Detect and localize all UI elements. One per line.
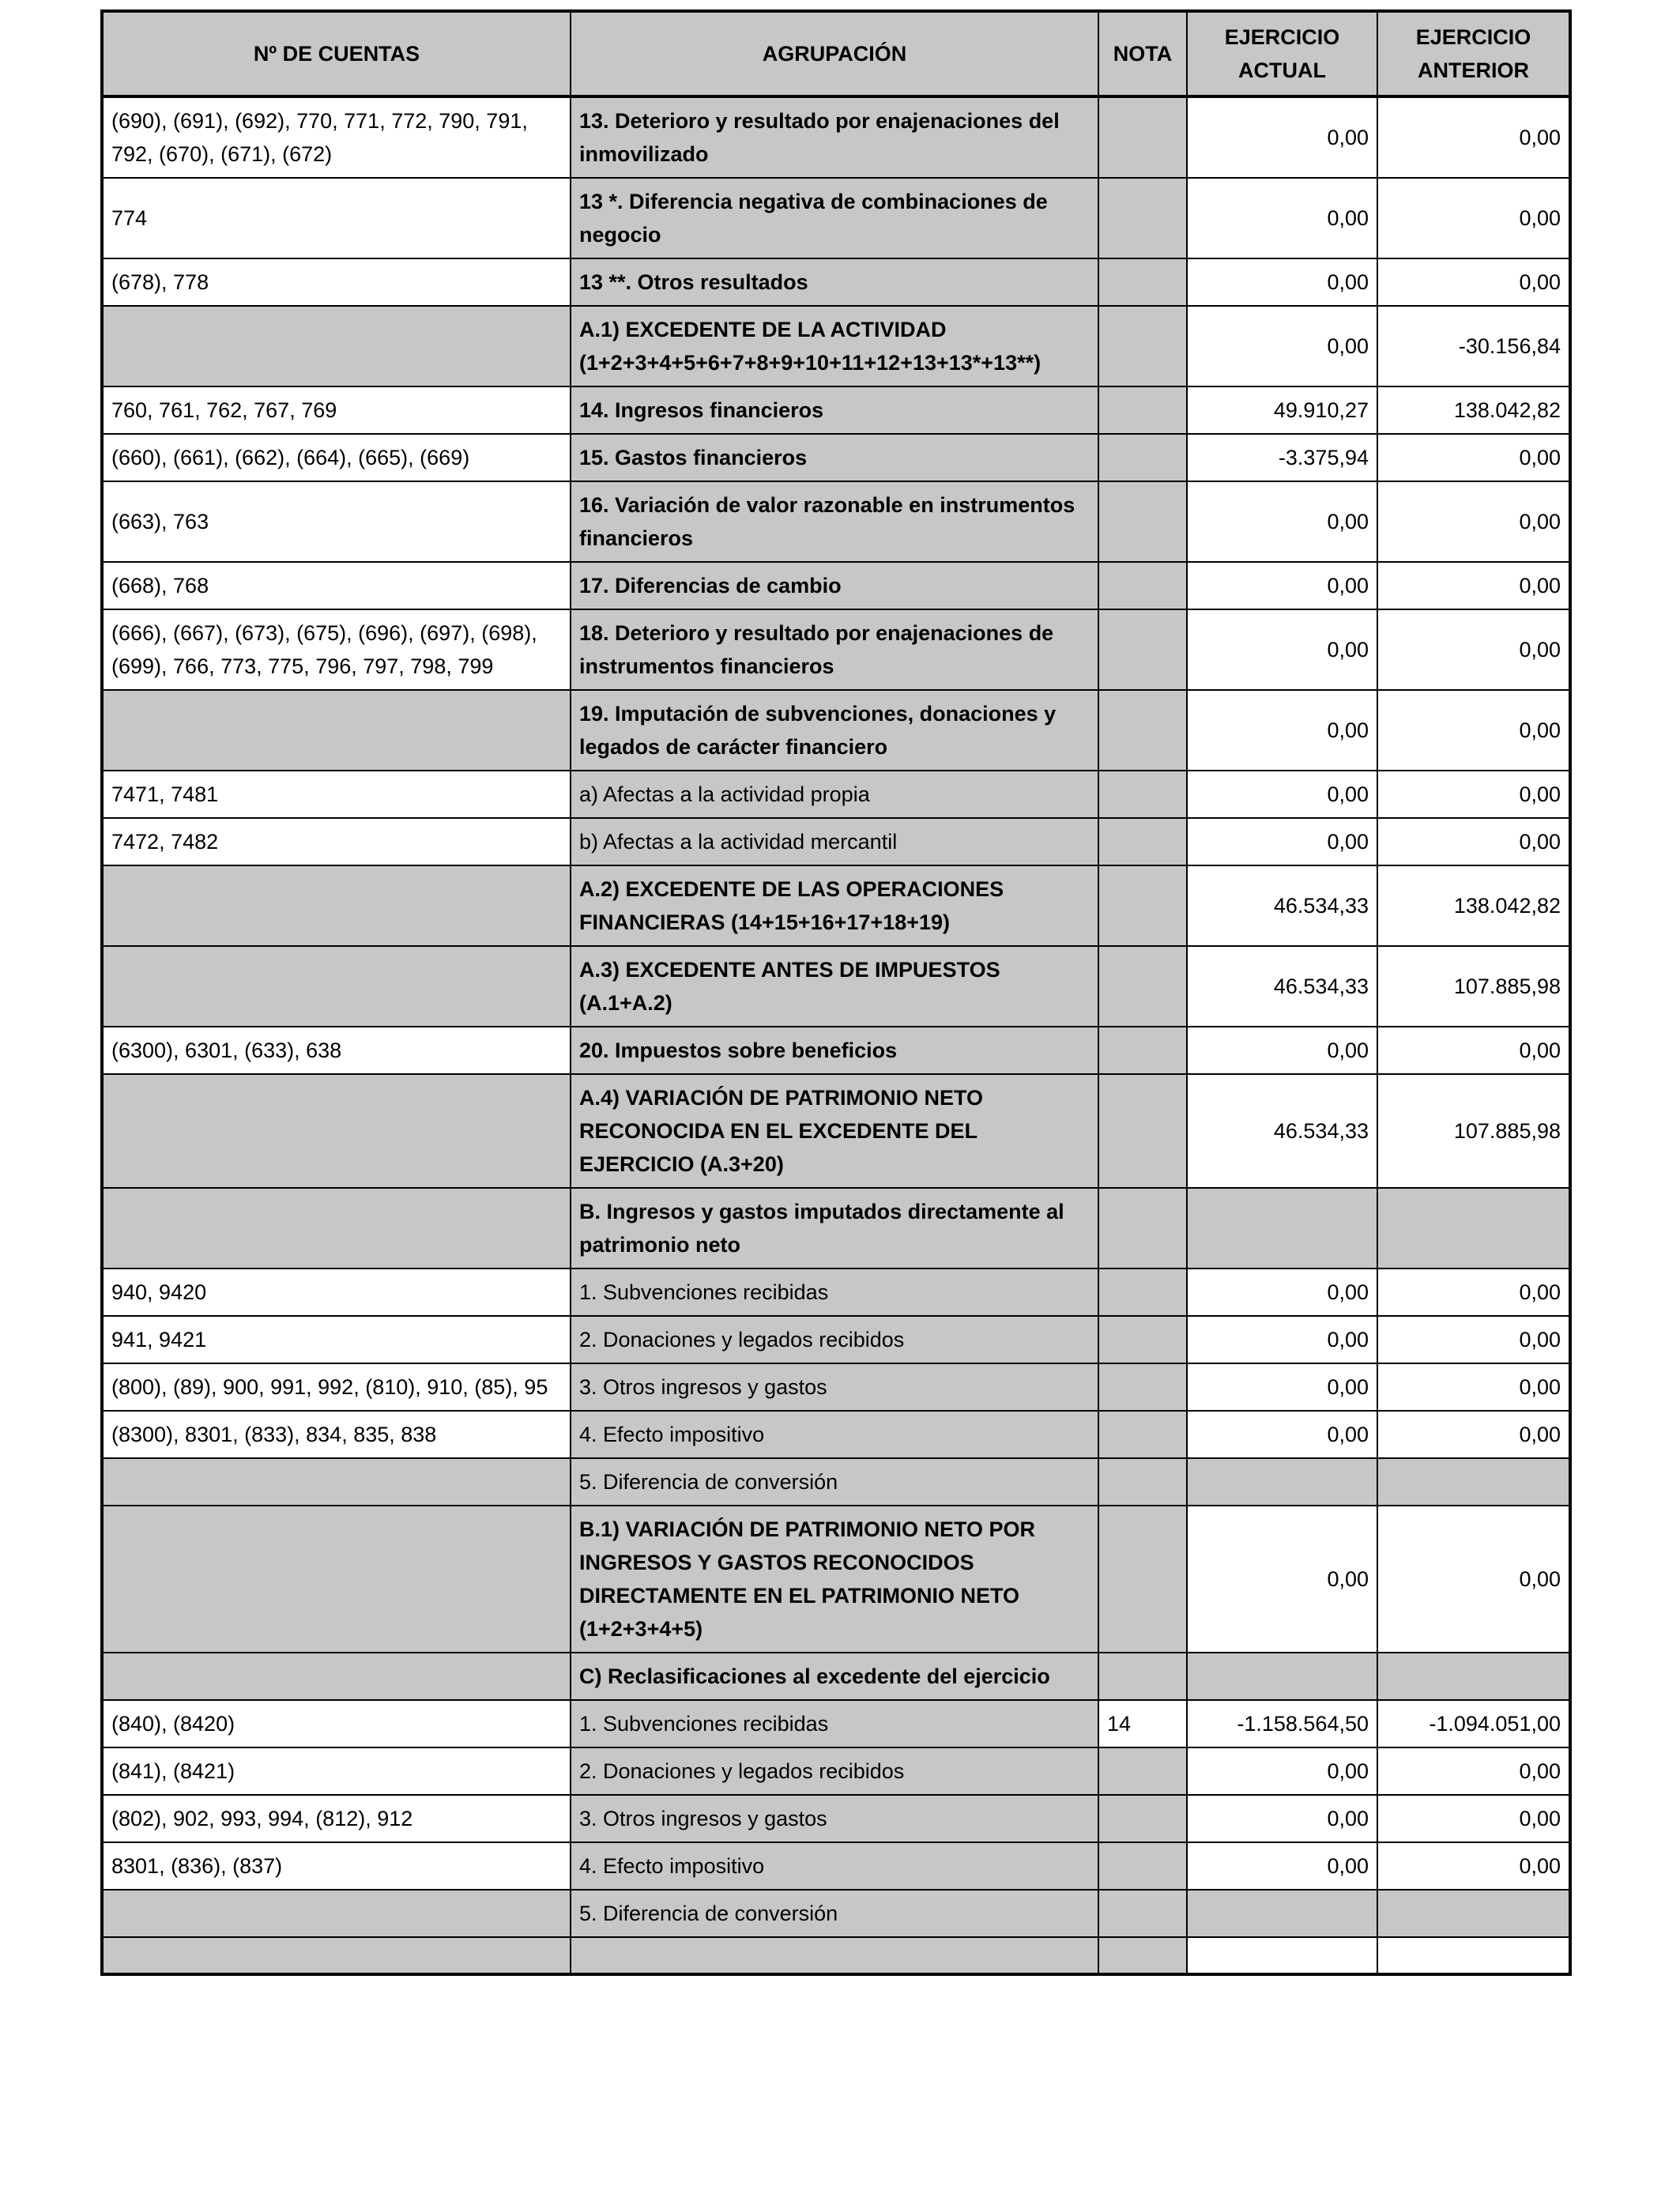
cell-agrupacion: A.4) VARIACIÓN DE PATRIMONIO NETO RECONOCIDA EN EL EXCEDENTE DEL EJERCICIO (A.3+20) xyxy=(571,1074,1098,1188)
cell-nota: 14 xyxy=(1098,1700,1187,1747)
table-row xyxy=(102,690,1570,771)
cell-nota xyxy=(1098,771,1187,818)
table-row xyxy=(102,481,1570,562)
cell-nota xyxy=(1098,1188,1187,1269)
cell-ejercicio-actual: 0,00 xyxy=(1187,771,1377,818)
cell-nota xyxy=(1098,434,1187,481)
cell-ejercicio-actual xyxy=(1187,1937,1377,1974)
table-row xyxy=(102,1027,1570,1074)
cell-cuentas: (663), 763 xyxy=(102,481,571,562)
cell-cuentas xyxy=(102,1653,571,1700)
cell-ejercicio-anterior xyxy=(1377,1653,1570,1700)
cell-cuentas xyxy=(102,865,571,946)
table-row xyxy=(102,386,1570,434)
cell-ejercicio-actual: -3.375,94 xyxy=(1187,434,1377,481)
cell-nota xyxy=(1098,1269,1187,1316)
cell-cuentas: (8300), 8301, (833), 834, 835, 838 xyxy=(102,1411,571,1458)
table-row xyxy=(102,1269,1570,1316)
cell-ejercicio-anterior: 0,00 xyxy=(1377,1411,1570,1458)
table-row xyxy=(102,609,1570,690)
cell-ejercicio-anterior: -1.094.051,00 xyxy=(1377,1700,1570,1747)
cell-ejercicio-anterior: 0,00 xyxy=(1377,609,1570,690)
cell-ejercicio-anterior: 0,00 xyxy=(1377,1795,1570,1842)
cell-ejercicio-anterior xyxy=(1377,1188,1570,1269)
table-row xyxy=(102,1795,1570,1842)
cell-ejercicio-anterior xyxy=(1377,1937,1570,1974)
cell-ejercicio-anterior xyxy=(1377,1890,1570,1937)
cell-ejercicio-anterior: 0,00 xyxy=(1377,178,1570,258)
cell-agrupacion: 20. Impuestos sobre beneficios xyxy=(571,1027,1098,1074)
table-row xyxy=(102,771,1570,818)
header-ejercicio-actual: EJERCICIO ACTUAL xyxy=(1187,11,1377,96)
cell-ejercicio-actual: 0,00 xyxy=(1187,562,1377,609)
cell-agrupacion: 1. Subvenciones recibidas xyxy=(571,1269,1098,1316)
cell-ejercicio-anterior: 0,00 xyxy=(1377,258,1570,306)
table-row xyxy=(102,865,1570,946)
table-row xyxy=(102,178,1570,258)
cell-ejercicio-actual xyxy=(1187,1458,1377,1506)
cell-agrupacion: C) Reclasificaciones al excedente del ejercicio xyxy=(571,1653,1098,1700)
cell-ejercicio-anterior: 0,00 xyxy=(1377,1027,1570,1074)
table-row xyxy=(102,1747,1570,1795)
cell-cuentas xyxy=(102,946,571,1027)
cell-ejercicio-actual: 0,00 xyxy=(1187,306,1377,386)
cell-nota xyxy=(1098,562,1187,609)
cell-nota xyxy=(1098,1842,1187,1890)
cell-ejercicio-anterior: 0,00 xyxy=(1377,1747,1570,1795)
cell-nota xyxy=(1098,1411,1187,1458)
table-row xyxy=(102,96,1570,178)
table-body xyxy=(102,96,1570,1974)
cell-ejercicio-actual: 0,00 xyxy=(1187,1795,1377,1842)
cell-cuentas: 940, 9420 xyxy=(102,1269,571,1316)
table-row xyxy=(102,1700,1570,1747)
cell-agrupacion: A.3) EXCEDENTE ANTES DE IMPUESTOS (A.1+A.2) xyxy=(571,946,1098,1027)
cell-agrupacion: b) Afectas a la actividad mercantil xyxy=(571,818,1098,865)
cell-agrupacion: 2. Donaciones y legados recibidos xyxy=(571,1747,1098,1795)
cell-ejercicio-anterior: 0,00 xyxy=(1377,771,1570,818)
cell-cuentas: (660), (661), (662), (664), (665), (669) xyxy=(102,434,571,481)
cell-nota xyxy=(1098,690,1187,771)
table-row xyxy=(102,1890,1570,1937)
cell-nota xyxy=(1098,946,1187,1027)
cell-ejercicio-anterior xyxy=(1377,1458,1570,1506)
table-row xyxy=(102,306,1570,386)
cell-ejercicio-anterior: 0,00 xyxy=(1377,481,1570,562)
cell-ejercicio-anterior: 0,00 xyxy=(1377,434,1570,481)
cell-nota xyxy=(1098,178,1187,258)
cell-ejercicio-actual: -1.158.564,50 xyxy=(1187,1700,1377,1747)
table-row xyxy=(102,1074,1570,1188)
table-row xyxy=(102,818,1570,865)
cell-nota xyxy=(1098,1363,1187,1411)
cell-ejercicio-actual: 0,00 xyxy=(1187,258,1377,306)
table-row xyxy=(102,1188,1570,1269)
cell-ejercicio-anterior: 0,00 xyxy=(1377,1506,1570,1653)
table-row xyxy=(102,1842,1570,1890)
table-row xyxy=(102,1937,1570,1974)
income-statement-table xyxy=(100,9,1572,1976)
cell-ejercicio-actual: 0,00 xyxy=(1187,1316,1377,1363)
cell-agrupacion: 4. Efecto impositivo xyxy=(571,1411,1098,1458)
cell-agrupacion: A.1) EXCEDENTE DE LA ACTIVIDAD (1+2+3+4+5+6+7+8+9+10+11+12+13+13*+13**) xyxy=(571,306,1098,386)
cell-cuentas: (840), (8420) xyxy=(102,1700,571,1747)
cell-ejercicio-anterior: -30.156,84 xyxy=(1377,306,1570,386)
cell-ejercicio-anterior: 107.885,98 xyxy=(1377,946,1570,1027)
table-row xyxy=(102,1363,1570,1411)
cell-agrupacion: B.1) VARIACIÓN DE PATRIMONIO NETO POR INGRESOS Y GASTOS RECONOCIDOS DIRECTAMENTE EN EL PATRIMONIO NETO (1+2+3+4+5) xyxy=(571,1506,1098,1653)
cell-ejercicio-actual: 0,00 xyxy=(1187,481,1377,562)
cell-cuentas: (690), (691), (692), 770, 771, 772, 790, 791, 792, (670), (671), (672) xyxy=(102,96,571,178)
cell-cuentas: 7472, 7482 xyxy=(102,818,571,865)
table-row xyxy=(102,258,1570,306)
cell-agrupacion: a) Afectas a la actividad propia xyxy=(571,771,1098,818)
cell-nota xyxy=(1098,1027,1187,1074)
cell-ejercicio-anterior: 107.885,98 xyxy=(1377,1074,1570,1188)
cell-ejercicio-anterior: 0,00 xyxy=(1377,562,1570,609)
cell-cuentas: (841), (8421) xyxy=(102,1747,571,1795)
cell-ejercicio-actual: 46.534,33 xyxy=(1187,1074,1377,1188)
cell-cuentas: 8301, (836), (837) xyxy=(102,1842,571,1890)
cell-agrupacion: A.2) EXCEDENTE DE LAS OPERACIONES FINANCIERAS (14+15+16+17+18+19) xyxy=(571,865,1098,946)
cell-cuentas xyxy=(102,1188,571,1269)
cell-ejercicio-actual: 0,00 xyxy=(1187,178,1377,258)
cell-ejercicio-actual: 0,00 xyxy=(1187,1363,1377,1411)
cell-agrupacion: 5. Diferencia de conversión xyxy=(571,1890,1098,1937)
cell-agrupacion: 14. Ingresos financieros xyxy=(571,386,1098,434)
cell-agrupacion: 13 **. Otros resultados xyxy=(571,258,1098,306)
cell-cuentas: 941, 9421 xyxy=(102,1316,571,1363)
cell-agrupacion: 13. Deterioro y resultado por enajenaciones del inmovilizado xyxy=(571,96,1098,178)
cell-nota xyxy=(1098,1747,1187,1795)
cell-nota xyxy=(1098,1506,1187,1653)
cell-nota xyxy=(1098,609,1187,690)
cell-agrupacion xyxy=(571,1937,1098,1974)
cell-nota xyxy=(1098,258,1187,306)
cell-ejercicio-actual: 0,00 xyxy=(1187,1027,1377,1074)
cell-agrupacion: 3. Otros ingresos y gastos xyxy=(571,1363,1098,1411)
cell-cuentas xyxy=(102,1890,571,1937)
cell-cuentas: (6300), 6301, (633), 638 xyxy=(102,1027,571,1074)
cell-agrupacion: 16. Variación de valor razonable en instrumentos financieros xyxy=(571,481,1098,562)
table-row xyxy=(102,1411,1570,1458)
cell-ejercicio-anterior: 0,00 xyxy=(1377,1269,1570,1316)
cell-cuentas: (666), (667), (673), (675), (696), (697), (698), (699), 766, 773, 775, 796, 797, 798, 799 xyxy=(102,609,571,690)
cell-cuentas: (800), (89), 900, 991, 992, (810), 910, (85), 95 xyxy=(102,1363,571,1411)
cell-nota xyxy=(1098,1890,1187,1937)
cell-ejercicio-actual: 0,00 xyxy=(1187,1269,1377,1316)
cell-nota xyxy=(1098,96,1187,178)
cell-ejercicio-anterior: 0,00 xyxy=(1377,1842,1570,1890)
cell-ejercicio-actual: 0,00 xyxy=(1187,818,1377,865)
header-ejercicio-anterior: EJERCICIO ANTERIOR xyxy=(1377,11,1570,96)
cell-agrupacion: 17. Diferencias de cambio xyxy=(571,562,1098,609)
cell-ejercicio-actual: 0,00 xyxy=(1187,1747,1377,1795)
cell-ejercicio-actual xyxy=(1187,1188,1377,1269)
cell-ejercicio-anterior: 138.042,82 xyxy=(1377,386,1570,434)
cell-agrupacion: 4. Efecto impositivo xyxy=(571,1842,1098,1890)
cell-nota xyxy=(1098,1074,1187,1188)
cell-ejercicio-actual: 0,00 xyxy=(1187,690,1377,771)
cell-agrupacion: 13 *. Diferencia negativa de combinaciones de negocio xyxy=(571,178,1098,258)
cell-nota xyxy=(1098,306,1187,386)
cell-ejercicio-anterior: 0,00 xyxy=(1377,690,1570,771)
cell-cuentas xyxy=(102,1506,571,1653)
cell-ejercicio-actual: 0,00 xyxy=(1187,609,1377,690)
header-cuentas: Nº DE CUENTAS xyxy=(102,11,571,96)
cell-cuentas xyxy=(102,306,571,386)
cell-agrupacion: B. Ingresos y gastos imputados directamente al patrimonio neto xyxy=(571,1188,1098,1269)
cell-ejercicio-anterior: 0,00 xyxy=(1377,818,1570,865)
table-row xyxy=(102,1506,1570,1653)
cell-agrupacion: 19. Imputación de subvenciones, donaciones y legados de carácter financiero xyxy=(571,690,1098,771)
cell-cuentas xyxy=(102,1937,571,1974)
cell-agrupacion: 1. Subvenciones recibidas xyxy=(571,1700,1098,1747)
table-row xyxy=(102,1316,1570,1363)
cell-ejercicio-actual xyxy=(1187,1890,1377,1937)
cell-ejercicio-anterior: 0,00 xyxy=(1377,1363,1570,1411)
cell-agrupacion: 5. Diferencia de conversión xyxy=(571,1458,1098,1506)
cell-nota xyxy=(1098,1458,1187,1506)
cell-ejercicio-anterior: 0,00 xyxy=(1377,96,1570,178)
table-row xyxy=(102,1653,1570,1700)
table-row xyxy=(102,946,1570,1027)
cell-cuentas: (678), 778 xyxy=(102,258,571,306)
cell-ejercicio-actual: 0,00 xyxy=(1187,1842,1377,1890)
cell-nota xyxy=(1098,386,1187,434)
cell-agrupacion: 3. Otros ingresos y gastos xyxy=(571,1795,1098,1842)
cell-cuentas xyxy=(102,1074,571,1188)
cell-cuentas: 7471, 7481 xyxy=(102,771,571,818)
cell-nota xyxy=(1098,481,1187,562)
cell-nota xyxy=(1098,1653,1187,1700)
table-row xyxy=(102,434,1570,481)
cell-cuentas: (668), 768 xyxy=(102,562,571,609)
cell-ejercicio-actual: 0,00 xyxy=(1187,1506,1377,1653)
cell-cuentas: 760, 761, 762, 767, 769 xyxy=(102,386,571,434)
cell-nota xyxy=(1098,1937,1187,1974)
header-agrupacion: AGRUPACIÓN xyxy=(571,11,1098,96)
cell-nota xyxy=(1098,865,1187,946)
cell-ejercicio-actual: 49.910,27 xyxy=(1187,386,1377,434)
cell-agrupacion: 15. Gastos financieros xyxy=(571,434,1098,481)
cell-cuentas: 774 xyxy=(102,178,571,258)
table-row xyxy=(102,1458,1570,1506)
cell-ejercicio-actual: 0,00 xyxy=(1187,96,1377,178)
cell-ejercicio-actual: 46.534,33 xyxy=(1187,946,1377,1027)
table-header-row xyxy=(102,11,1570,96)
financial-statement-sheet xyxy=(100,9,1569,1976)
cell-cuentas: (802), 902, 993, 994, (812), 912 xyxy=(102,1795,571,1842)
cell-ejercicio-anterior: 0,00 xyxy=(1377,1316,1570,1363)
cell-nota xyxy=(1098,1316,1187,1363)
header-nota: NOTA xyxy=(1098,11,1187,96)
cell-ejercicio-actual: 46.534,33 xyxy=(1187,865,1377,946)
cell-agrupacion: 2. Donaciones y legados recibidos xyxy=(571,1316,1098,1363)
cell-nota xyxy=(1098,818,1187,865)
cell-ejercicio-actual xyxy=(1187,1653,1377,1700)
cell-agrupacion: 18. Deterioro y resultado por enajenaciones de instrumentos financieros xyxy=(571,609,1098,690)
cell-ejercicio-anterior: 138.042,82 xyxy=(1377,865,1570,946)
cell-cuentas xyxy=(102,1458,571,1506)
cell-cuentas xyxy=(102,690,571,771)
cell-ejercicio-actual: 0,00 xyxy=(1187,1411,1377,1458)
table-row xyxy=(102,562,1570,609)
cell-nota xyxy=(1098,1795,1187,1842)
